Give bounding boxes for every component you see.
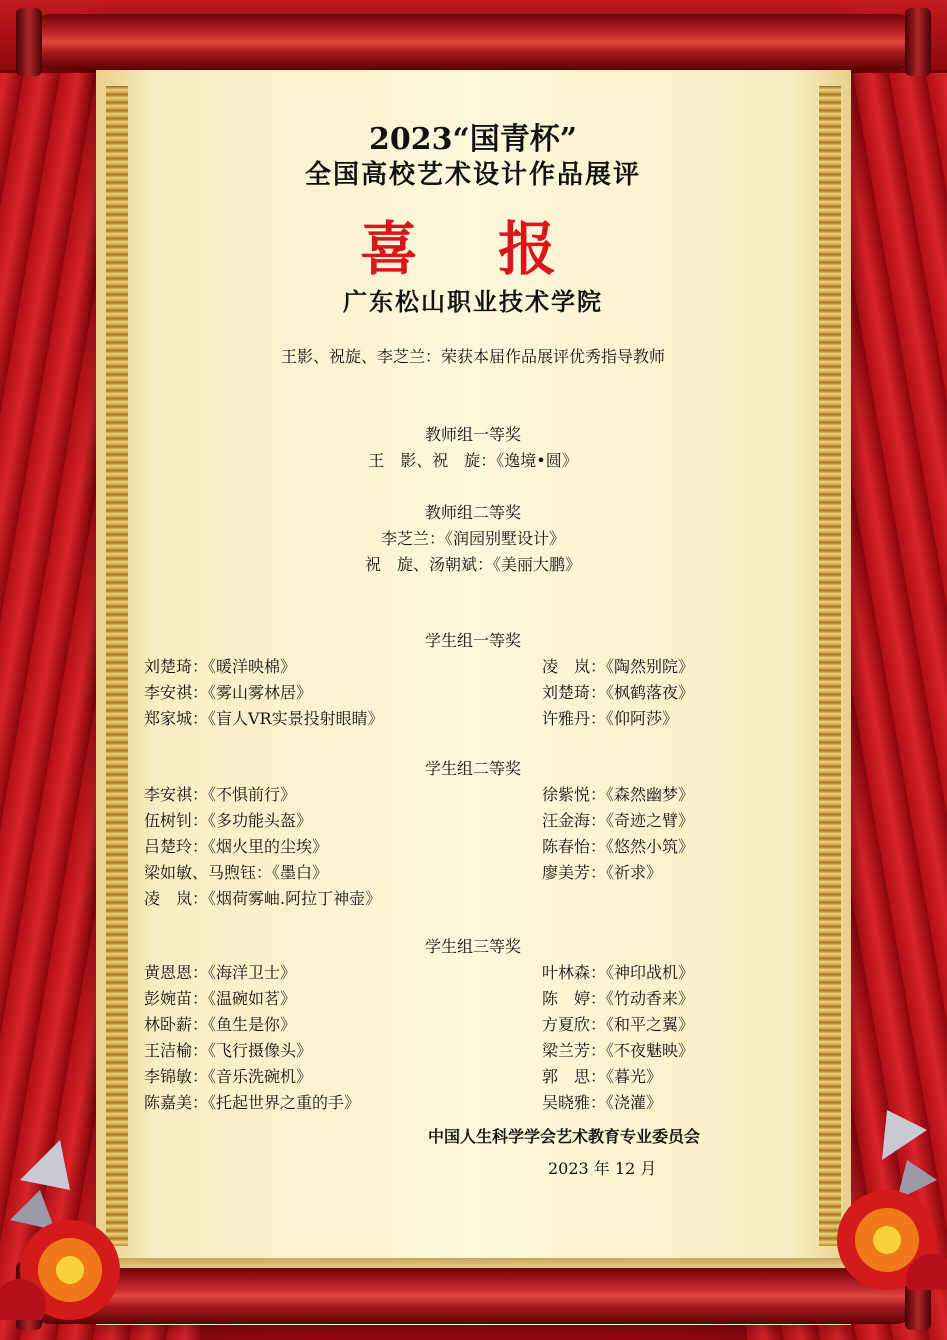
- award-entry: 廖美芳：《祈求》: [542, 863, 663, 882]
- school-name: 广东松山职业技术学院: [343, 287, 603, 316]
- award-entry: 凌 岚：《烟荷雾岫.阿拉丁神壶》: [144, 889, 382, 908]
- scroll-roller-bottom: [24, 1268, 923, 1324]
- award-row: [144, 1090, 784, 1114]
- roller-cap-left: [16, 8, 42, 76]
- flower-decoration-right: [797, 1090, 947, 1290]
- award-entry: 梁兰芳：《不夜魅映》: [542, 1041, 695, 1060]
- award-entry: 刘楚琦：《暖洋映棉》: [144, 657, 297, 676]
- announcement-content: [128, 90, 818, 1190]
- award-entry: 陈 婷：《竹动香来》: [542, 989, 695, 1008]
- section-heading-teacher-second: 教师组二等奖: [424, 503, 521, 522]
- section-heading-student-second: 学生组二等奖: [424, 759, 521, 778]
- award-row: [144, 782, 784, 806]
- award-entry: 梁如敏、马煦钰：《墨白》: [144, 863, 329, 882]
- section-heading-student-third: 学生组三等奖: [424, 937, 521, 956]
- award-row: [144, 1012, 784, 1036]
- event-year-title: 2023“国青杯”: [368, 122, 577, 157]
- award-entry: 王洁榆：《飞行摄像头》: [144, 1041, 313, 1060]
- award-entry: 刘楚琦：《枫鹤落夜》: [542, 683, 695, 702]
- award-row: [144, 706, 784, 730]
- award-entry: 凌 岚：《陶然别院》: [542, 657, 695, 676]
- award-row: [144, 654, 784, 678]
- scroll-border-left: [106, 86, 128, 1246]
- award-row: [144, 808, 784, 832]
- award-entry: 郭 思：《暮光》: [542, 1067, 663, 1086]
- award-entry: 林卧薪：《鱼生是你》: [144, 1015, 297, 1034]
- award-entry: 吕楚玲：《烟火里的尘埃》: [144, 837, 329, 856]
- award-entry: 方夏欣：《和平之翼》: [542, 1015, 695, 1034]
- headline: 喜 报: [359, 215, 587, 283]
- award-entry: 王 影、祝 旋：《逸境•圆》: [368, 451, 578, 470]
- event-name-title: 全国高校艺术设计作品展评: [304, 160, 641, 190]
- award-entry: 陈春怡：《悠然小筑》: [542, 837, 695, 856]
- award-row: [144, 680, 784, 704]
- award-entry: 彭婉苗：《温碗如茗》: [144, 989, 297, 1008]
- award-row: [144, 886, 784, 910]
- scroll-border-right: [819, 86, 841, 1246]
- mentor-note: 王影、祝旋、李芝兰：荣获本届作品展评优秀指导教师: [280, 347, 665, 366]
- award-entry: 李安祺：《雾山雾林居》: [144, 683, 313, 702]
- award-entry: 郑家城：《盲人VR实景投射眼睛》: [144, 709, 384, 728]
- award-entry: 吴晓雅：《浇灌》: [542, 1093, 663, 1112]
- award-row: [144, 960, 784, 984]
- award-entry: 李安祺：《不惧前行》: [144, 785, 297, 804]
- issuer-name: 中国人生科学学会艺术教育专业委员会: [428, 1127, 701, 1146]
- award-row: [144, 1038, 784, 1062]
- award-row: [144, 1064, 784, 1088]
- roller-cap-right: [905, 8, 931, 76]
- section-heading-student-first: 学生组一等奖: [424, 631, 521, 650]
- award-entry: 伍树钊：《多功能头盔》: [144, 811, 313, 830]
- award-entry: 黄恩恩：《海洋卫士》: [144, 963, 297, 982]
- award-row: [144, 986, 784, 1010]
- award-entry: 祝 旋、汤朝斌：《美丽大鹏》: [364, 555, 581, 574]
- award-entry: 许雅丹：《仰阿莎》: [542, 709, 679, 728]
- scroll-roller-top: [24, 14, 923, 70]
- section-heading-teacher-first: 教师组一等奖: [424, 425, 521, 444]
- award-entry: 陈嘉美：《托起世界之重的手》: [144, 1093, 361, 1112]
- award-entry: 李芝兰：《润园别墅设计》: [380, 529, 565, 548]
- issue-date: 2023 年 12 月: [548, 1159, 657, 1178]
- award-entry: 李锦敏：《音乐洗碗机》: [144, 1067, 313, 1086]
- award-entry: 叶林森：《神印战机》: [542, 963, 695, 982]
- award-row: [144, 834, 784, 858]
- award-row: [144, 860, 784, 884]
- award-entry: 汪金海：《奇迹之臂》: [542, 811, 695, 830]
- award-entry: 徐紫悦：《森然幽梦》: [542, 785, 695, 804]
